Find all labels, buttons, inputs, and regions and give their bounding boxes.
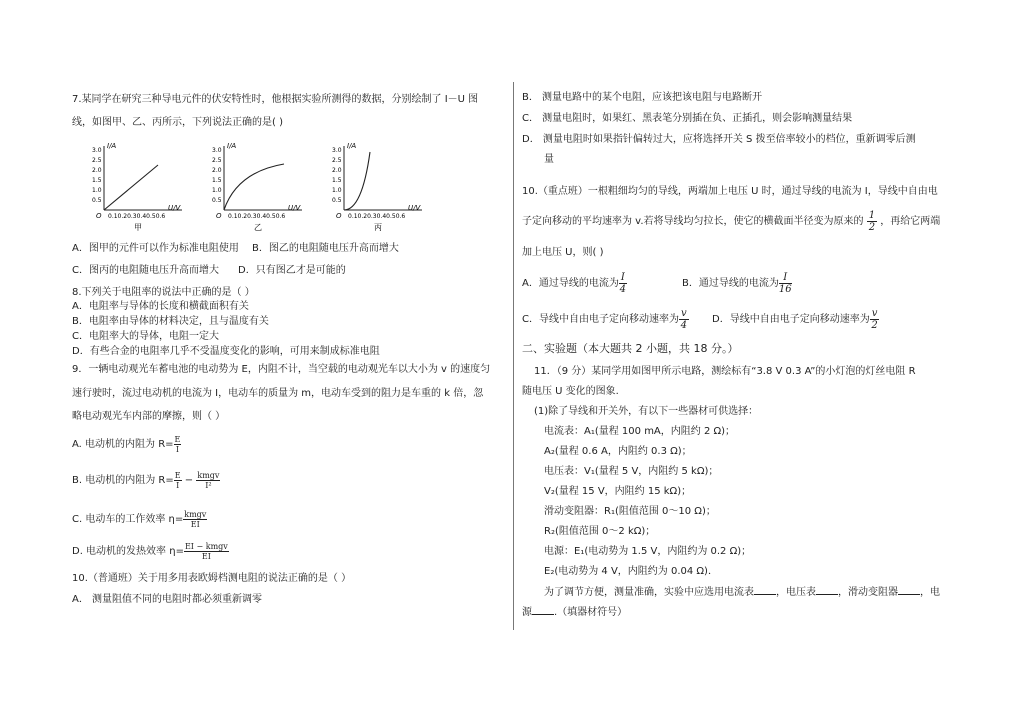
ytick: 0.5 <box>212 197 222 204</box>
option-text: A. 电动机的内阻为 R= <box>72 439 174 450</box>
fraction <box>867 210 877 233</box>
q9-stem-line2: 速行驶时，流过电动机的电流为 I，电动车的质量为 m，电动车受到的阻力是车重的 k 倍，忽 <box>72 388 484 399</box>
blank-rheostat[interactable] <box>898 585 920 595</box>
ytick: 2.5 <box>212 157 222 164</box>
fraction <box>184 542 229 561</box>
q9-stem-line1: 9．一辆电动观光车蓄电池的电动势为 E，内阻不计，当空载的电动观光车以大小为 v 的速度匀 <box>72 364 491 375</box>
numerator: I <box>620 271 625 283</box>
fraction <box>779 272 792 295</box>
q9-stem-line3: 略电动观光车内部的摩擦，则（ ） <box>72 411 226 422</box>
q11-line-source-e1: 电源：E₁(电动势为 1.5 V，内阻约为 0.2 Ω)； <box>544 546 752 557</box>
x-ticks: 0.10.20.30.40.50.6 <box>348 213 406 220</box>
q7-stem-line2: 线，如图甲、乙、丙所示，下列说法正确的是( ) <box>72 117 283 128</box>
fill-text: 源 <box>522 607 532 618</box>
ytick: 1.5 <box>92 177 102 184</box>
numerator: 1 <box>868 209 876 221</box>
curve-yi <box>224 164 284 210</box>
ytick: 2.0 <box>332 167 342 174</box>
fraction <box>870 308 880 331</box>
option-text: A．通过导线的电流为 <box>522 278 619 289</box>
numerator: v <box>871 307 878 319</box>
ytick: 1.5 <box>212 177 222 184</box>
numerator: E <box>174 470 181 480</box>
q7-option-b: B．图乙的电阻随电压升高而增大 <box>252 243 399 254</box>
ytick: 0.5 <box>332 197 342 204</box>
option-text: B．通过导线的电流为 <box>682 278 779 289</box>
x-ticks: 0.10.20.30.40.50.6 <box>108 213 166 220</box>
numerator: E <box>174 434 181 444</box>
q10a-option-d-line1: D． 测量电阻时如果指针偏转过大，应将选择开关 S 拨至倍率较小的档位，重新调零后测 <box>522 134 916 145</box>
blank-ammeter[interactable] <box>754 585 776 595</box>
denominator: 16 <box>778 283 792 295</box>
q11-line-voltmeter-v1: 电压表：V₁(量程 5 V，内阻约 5 kΩ)； <box>544 466 719 477</box>
ytick: 3.0 <box>212 147 222 154</box>
numerator: I <box>779 272 792 284</box>
q7-option-c: C．图丙的电阻随电压升高而增大 <box>72 265 219 276</box>
q11-stem-line1: 11．（9 分）某同学用如图甲所示电路，测绘标有“3.8 V 0.3 A”的小灯泡的灯丝电阻 R <box>534 366 916 377</box>
q10a-option-a: A． 测量阻值不同的电阻时都必须重新调零 <box>72 594 263 605</box>
ytick: 1.5 <box>332 177 342 184</box>
q11-line-ammeter-a1: 电流表：A₁(量程 100 mA，内阻约 2 Ω)； <box>544 426 736 437</box>
denominator: 4 <box>680 319 687 331</box>
q9-option-c <box>72 508 207 532</box>
option-text: C. 电动车的工作效率 η= <box>72 514 184 525</box>
curve-jia <box>104 165 158 210</box>
numerator: kmgv <box>184 509 207 519</box>
ytick: 2.5 <box>92 157 102 164</box>
q10b-stem-line3: 加上电压 U，则( ) <box>522 247 604 258</box>
ytick: 0.5 <box>92 197 102 204</box>
fill-text: .（填器材符号） <box>554 607 628 618</box>
y-axis-label: I/A <box>347 142 357 150</box>
column-divider <box>513 82 514 630</box>
numerator: kmgv <box>197 470 220 480</box>
origin-label: O <box>336 212 342 220</box>
q8-stem: 8.下列关于电阻率的说法中正确的是（ ） <box>72 287 255 298</box>
q9-option-a <box>72 433 181 457</box>
denominator: I <box>175 444 180 454</box>
graph-label-jia: 甲 <box>134 223 142 232</box>
denominator: 4 <box>619 283 626 295</box>
q10b-option-d <box>712 307 879 333</box>
option-text: C．导线中自由电子定向移动速率为 <box>522 314 679 325</box>
x-ticks: 0.10.20.30.40.50.6 <box>228 213 286 220</box>
ytick: 1.0 <box>332 187 342 194</box>
q8-option-d: D．有些合金的电阻率几乎不受温度变化的影响，可用来制成标准电阻 <box>72 346 380 357</box>
denominator: I <box>176 480 180 490</box>
q11-line-voltmeter-v2: V₂(量程 15 V，内阻约 15 kΩ)； <box>544 486 692 497</box>
fraction <box>619 272 627 295</box>
ytick: 1.0 <box>92 187 102 194</box>
q10b-option-b <box>682 271 792 297</box>
ytick: 1.0 <box>212 187 222 194</box>
q10a-option-b: B． 测量电路中的某个电阻，应该把该电阻与电路断开 <box>522 92 763 103</box>
denominator: I² <box>205 480 212 490</box>
q9-option-d <box>72 540 229 564</box>
q11-line-ammeter-a2: A₂(量程 0.6 A，内阻约 0.3 Ω)； <box>544 446 692 457</box>
ytick: 2.0 <box>212 167 222 174</box>
blank-voltmeter[interactable] <box>816 585 838 595</box>
graph-jia <box>92 142 182 232</box>
denominator: EI <box>201 551 211 561</box>
option-text: D. 电动机的发热效率 η= <box>72 546 184 557</box>
x-axis-label: U/V <box>408 204 421 212</box>
curve-bing <box>344 152 370 210</box>
q8-option-c: C．电阻率大的导体，电阻一定大 <box>72 331 219 342</box>
q9-option-b <box>72 469 220 493</box>
q11-part1: (1)除了导线和开关外，有以下一些器材可供选择： <box>534 406 759 417</box>
x-axis-label: U/V <box>168 204 181 212</box>
fraction <box>679 308 689 331</box>
origin-label: O <box>96 212 102 220</box>
fill-text: ，电 <box>920 587 940 598</box>
fraction <box>174 471 182 490</box>
q11-line-rheostat-r2: R₂(阻值范围 0～2 kΩ)； <box>544 526 656 537</box>
fill-text: ，电压表 <box>776 587 816 598</box>
fill-text: 为了调节方便，测量准确，实验中应选用电流表 <box>544 587 754 598</box>
q10b-stem-line1: 10.（重点班）一根粗细均匀的导线，两端加上电压 U 时，通过导线的电流为 I，导线中自由电 <box>522 186 938 197</box>
q11-fill-line1 <box>544 585 940 600</box>
stem-text: 子定向移动的平均速率为 v.若将导线均匀拉长，使它的横截面半径变为原来的 <box>522 216 864 227</box>
q10b-stem-line2 <box>522 209 940 235</box>
graph-bing <box>332 142 422 232</box>
section2-title: 二、实验题（本大题共 2 小题，共 18 分。） <box>522 342 739 355</box>
q8-option-a: A．电阻率与导体的长度和横截面积有关 <box>72 301 249 312</box>
ytick: 2.0 <box>92 167 102 174</box>
q11-line-rheostat-r1: 滑动变阻器：R₁(阻值范围 0～10 Ω)； <box>544 506 716 517</box>
blank-source[interactable] <box>532 605 554 615</box>
denominator: EI <box>190 519 200 529</box>
option-text: D．导线中自由电子定向移动速率为 <box>712 314 870 325</box>
fraction <box>196 471 220 490</box>
ytick: 2.5 <box>332 157 342 164</box>
origin-label: O <box>216 212 222 220</box>
graph-label-bing: 丙 <box>374 223 382 232</box>
q11-stem-line2: 随电压 U 变化的图象. <box>522 386 619 397</box>
option-text: B. 电动机的内阻为 R= <box>72 475 174 486</box>
q10a-option-d-line2: 量 <box>544 154 554 165</box>
minus-sign: − <box>184 475 194 486</box>
y-axis-label: I/A <box>107 142 117 150</box>
fraction <box>183 510 207 529</box>
q11-line-source-e2: E₂(电动势为 4 V，内阻约为 0.04 Ω)． <box>544 566 718 577</box>
stem-text: ，再给它两端 <box>880 216 941 227</box>
q10b-option-c <box>522 307 689 333</box>
numerator: v <box>680 307 687 319</box>
q10b-option-a <box>522 271 627 297</box>
ytick: 3.0 <box>92 147 102 154</box>
q7-option-d: D．只有图乙才是可能的 <box>238 265 346 276</box>
graph-label-yi: 乙 <box>254 223 262 232</box>
y-axis-label: I/A <box>227 142 237 150</box>
q10a-option-c: C． 测量电阻时，如果红、黑表笔分别插在负、正插孔，则会影响测量结果 <box>522 113 853 124</box>
q7-stem-line1: 7.某同学在研究三种导电元件的伏安特性时，他根据实验所测得的数据，分别绘制了 I－U 图 <box>72 94 479 105</box>
ytick: 3.0 <box>332 147 342 154</box>
q7-option-a: A．图甲的元件可以作为标准电阻使用 <box>72 243 239 254</box>
x-axis-label: U/V <box>288 204 301 212</box>
q11-fill-line2 <box>522 605 627 620</box>
q7-graphs <box>72 140 452 232</box>
graph-yi <box>212 142 302 232</box>
numerator: EI − kmgv <box>184 541 228 551</box>
denominator: 2 <box>868 221 876 233</box>
q10a-stem: 10.（普通班）关于用多用表欧姆档测电阻的说法正确的是（ ） <box>72 573 352 584</box>
q8-option-b: B．电阻率由导体的材料决定，且与温度有关 <box>72 316 269 327</box>
denominator: 2 <box>871 319 878 331</box>
fill-text: ，滑动变阻器 <box>838 587 898 598</box>
fraction <box>174 435 182 454</box>
